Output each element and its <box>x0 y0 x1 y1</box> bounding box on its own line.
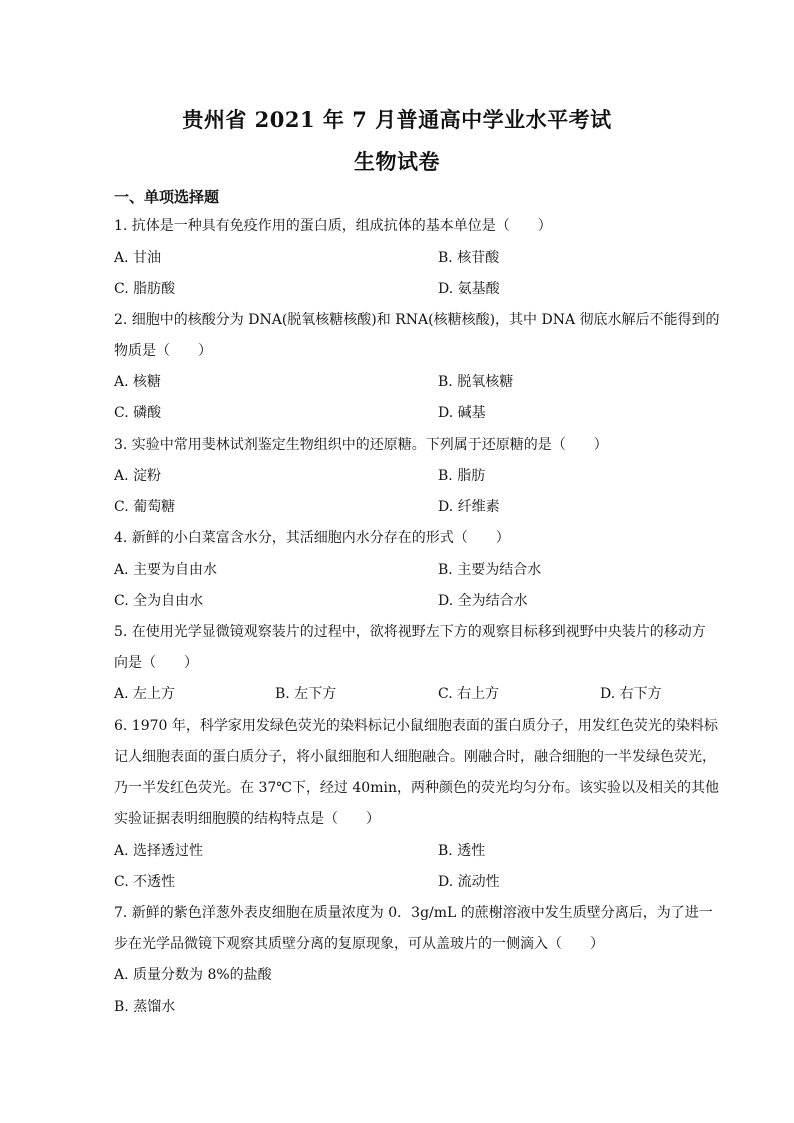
question-7-stem-line-2: 步在光学品微镜下观察其质壁分离的复原现象，可从盖玻片的一侧滴入（ ） <box>114 936 604 952</box>
question-6-stem-line-1: 6. 1970 年，科学家用发绿色荧光的染料标记小鼠细胞表面的蛋白质分子，用发红色荧光的染料标 <box>114 718 718 734</box>
question-2-option-c: C. 磷酸 <box>114 405 162 421</box>
question-7-option-a: A. 质量分数为 8%的盐酸 <box>114 967 272 983</box>
question-4-stem: 4. 新鲜的小白菜富含水分，其活细胞内水分存在的形式（ ） <box>114 530 510 546</box>
question-6-stem-line-3: 乃一半发红色荧光。在 37℃下，经过 40min，两种颜色的荧光均匀分布。该实验以及相关的其他 <box>114 780 719 796</box>
question-3-option-d: D. 纤维素 <box>438 499 500 515</box>
question-6-stem-line-4: 实验证据表明细胞膜的结构特点是（ ） <box>114 811 380 827</box>
question-1-option-c: C. 脂肪酸 <box>114 281 176 297</box>
question-4-option-d: D. 全为结合水 <box>438 593 528 609</box>
question-6-option-b: B. 透性 <box>438 843 486 859</box>
question-1-option-b: B. 核苷酸 <box>438 250 500 266</box>
question-5-option-c: C. 右上方 <box>438 686 500 702</box>
question-1-stem: 1. 抗体是一种具有免疫作用的蛋白质，组成抗体的基本单位是（ ） <box>114 218 552 234</box>
question-5-option-a: A. 左上方 <box>114 686 176 702</box>
question-2-option-d: D. 碱基 <box>438 405 486 421</box>
exam-subtitle: 生物试卷 <box>354 149 440 174</box>
section-heading: 一、单项选择题 <box>114 188 220 206</box>
exam-title: 贵州省 2021 年 7 月普通高中学业水平考试 <box>182 107 612 132</box>
question-6-option-a: A. 选择透过性 <box>114 843 204 859</box>
question-4-option-a: A. 主要为自由水 <box>114 562 218 578</box>
question-3-stem: 3. 实验中常用斐林试剂鉴定生物组织中的还原糖。下列属于还原糖的是（ ） <box>114 437 608 453</box>
question-1-option-d: D. 氨基酸 <box>438 281 500 297</box>
question-4-option-b: B. 主要为结合水 <box>438 562 542 578</box>
question-5-option-d: D. 右下方 <box>600 686 662 702</box>
question-6-stem-line-2: 记人细胞表面的蛋白质分子，将小鼠细胞和人细胞融合。刚融合时，融合细胞的一半发绿色荧光， <box>114 749 716 765</box>
question-4-option-c: C. 全为自由水 <box>114 593 204 609</box>
question-5-option-b: B. 左下方 <box>275 686 337 702</box>
question-3-option-a: A. 淀粉 <box>114 468 162 484</box>
question-6-option-c: C. 不透性 <box>114 874 176 890</box>
question-7-stem-line-1: 7. 新鲜的紫色洋葱外表皮细胞在质量浓度为 0．3g/mL 的蔗榭溶液中发生质壁分离后，为了进一 <box>114 905 713 921</box>
question-5-stem-line-1: 5. 在使用光学显微镜观察装片的过程中，欲将视野左下方的观察目标移到视野中央装片的移动方 <box>114 624 706 640</box>
question-5-stem-line-2: 向是（ ） <box>114 655 198 671</box>
question-2-stem-line-2: 物质是（ ） <box>114 343 212 359</box>
question-3-option-b: B. 脂肪 <box>438 468 486 484</box>
question-1-option-a: A. 甘油 <box>114 250 162 266</box>
question-2-stem-line-1: 2. 细胞中的核酸分为 DNA(脱氧核糖核酸)和 RNA(核糖核酸)，其中 DNA 彻底水解后不能得到的 <box>114 312 720 328</box>
question-2-option-a: A. 核糖 <box>114 374 162 390</box>
question-2-option-b: B. 脱氧核糖 <box>438 374 514 390</box>
question-7-option-b: B. 蒸馏水 <box>114 999 176 1015</box>
question-6-option-d: D. 流动性 <box>438 874 500 890</box>
question-3-option-c: C. 葡萄糖 <box>114 499 176 515</box>
